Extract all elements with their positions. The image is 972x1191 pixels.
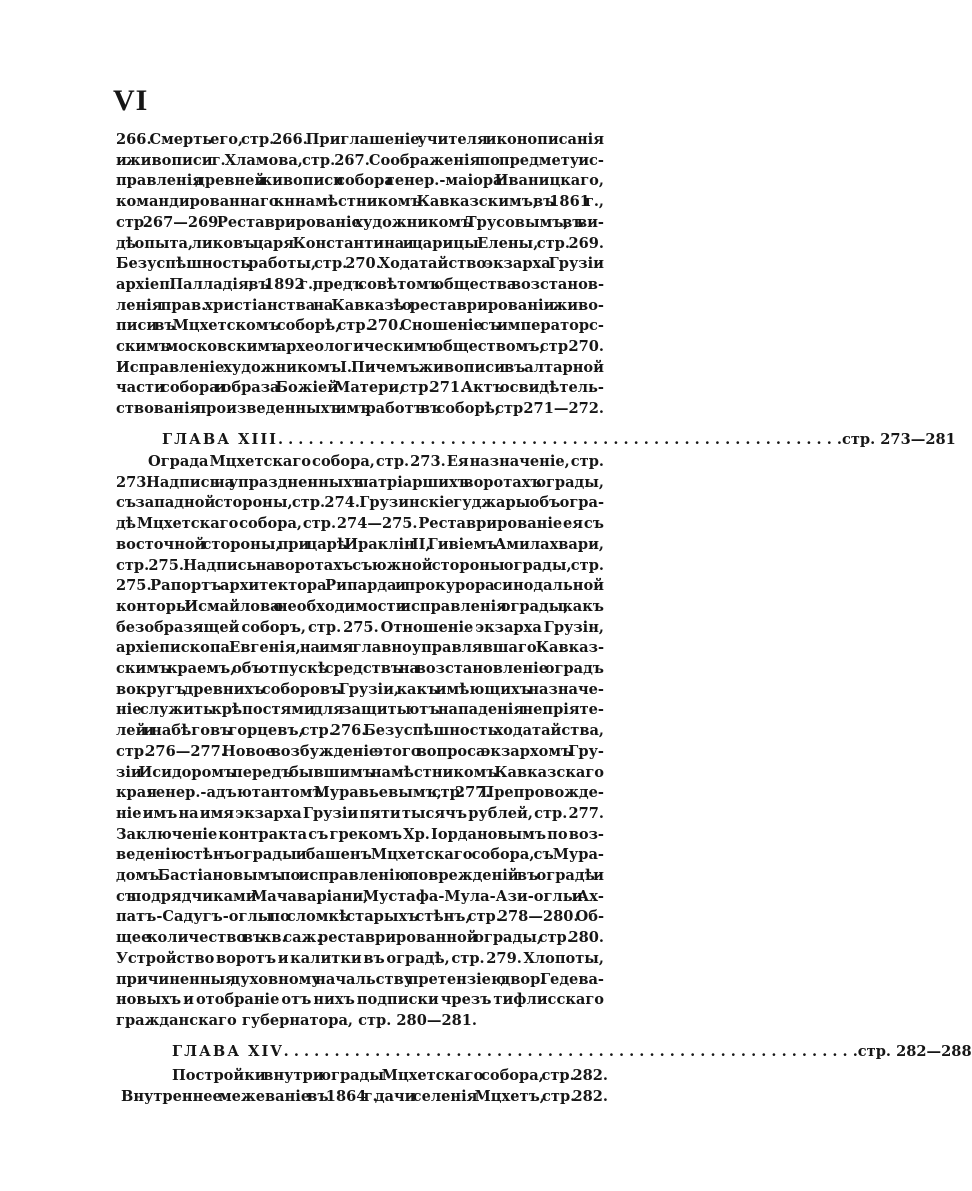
- text-line: гражданскаго губернатора, стр. 280—281.: [116, 1011, 477, 1029]
- text-line: домъ Бастіановымъ по исправленію поврежденій въ оградѣ и: [116, 867, 604, 884]
- text-line: ніе имъ на имя экзарха Грузіи пяти тысячъ рублей, стр. 277.: [116, 804, 604, 822]
- text-line: правленія древней живописи собора генер.-маіора Иваницкаго,: [116, 172, 604, 190]
- leader-dots: . . . . . . . . . . . . . . . . . . . . . . . . . . . . . . . . . . . . . . . . . . . . . . . . . . . . . . . .: [277, 431, 842, 448]
- chapter-heading-14: [172, 1043, 972, 1061]
- page-folio: VI: [113, 84, 149, 117]
- text-line: безобразящей соборъ, стр. 275. Отношеніе экзарха Грузін,: [116, 618, 604, 636]
- text-line: восточной стороны, при царѣ Ираклін II, Гивіемъ Амилахвари,: [116, 535, 604, 553]
- text-line: 275. Рапортъ архитектора Рипарда и прокурора синодальной: [116, 577, 604, 595]
- text-line: причиненныя духовному начальству претензіею двор. Гедева-: [116, 970, 604, 988]
- text-line: части собора и образа Божіей Матери, стр. 271. Актъ освидѣтель-: [116, 379, 604, 397]
- leader-dots: . . . . . . . . . . . . . . . . . . . . . . . . . . . . . . . . . . . . . . . . . . . . . . . . . . . . . . . . .: [283, 1043, 858, 1060]
- text-line: стр. 276—277. Новое возбужденіе этого вопроса экзархомъ Гру-: [116, 742, 604, 760]
- text-line: Устройство воротъ и калитки въ оградѣ, стр. 279. Хлопоты,: [116, 949, 604, 967]
- text-line: дѣ Мцхетскаго собора, стр. 274—275. Реставрированіе ея съ: [116, 515, 604, 533]
- text-line: Безуспѣшность работы, стр. 270. Ходатайство экзарха Грузіи: [116, 255, 604, 273]
- text-line: Заключеніе контракта съ грекомъ Хр. Іордановымъ по воз-: [116, 825, 604, 843]
- text-line: съ подрядчиками Мачаваріани, Мустафа-Мула-Ази-оглы и Ах-: [116, 887, 604, 905]
- text-line: скимъ московскимъ археологическимъ обществомъ, стр. 270.: [116, 338, 604, 355]
- text-line: патъ-Садугъ-оглы по сломкѣ старыхъ стѣнъ, стр. 278—280. Об-: [116, 908, 604, 926]
- chapter-label: ГЛАВА XIII: [162, 431, 278, 448]
- text-line: Постройки внутри ограды Мцхетскаго собора, стр. 282.: [172, 1067, 608, 1084]
- text-line: 266. Смерть его, стр. 266. Приглашеніе учителя иконописанія: [116, 131, 604, 148]
- text-line: съ западной стороны, стр. 274. Грузинскіе гуджары объ огра-: [116, 494, 604, 512]
- chapter-heading-13: [162, 431, 956, 449]
- text-line: стр. 267—269. Реставрированіе художникомъ Трусовымъ, въ ви-: [116, 213, 604, 231]
- text-line: конторы Исмайлова о необходимости исправленія ограды, какъ: [116, 597, 604, 615]
- page-prefix: стр.: [857, 1043, 891, 1060]
- text-line: стр. 275. Надпись на воротахъ съ южной стороны ограды, стр.: [116, 556, 604, 574]
- page-range: 282—288: [896, 1043, 972, 1060]
- text-line: новыхъ и отобраніе отъ нихъ подписки чрезъ тифлисскаго: [116, 991, 604, 1009]
- page-prefix: стр.: [841, 431, 876, 448]
- text-line: архіеп. Палладія, въ 1892 г., предъ совѣтомъ общества возстанов-: [116, 275, 604, 293]
- page-range: 273—281: [880, 431, 956, 448]
- text-line: скимъ краемъ, объ отпускѣ средствъ на возстановленіе оградъ: [116, 660, 604, 677]
- text-line: писи въ Мцхетскомъ соборѣ, стр. 270. Сношеніе съ императорс-: [116, 317, 604, 335]
- text-line: вокругъ древнихъ соборовъ Грузіи, какъ имѣющихъ назначе-: [116, 680, 604, 698]
- text-line: лей и набѣговъ горцевъ, стр. 276. Безуспѣшность ходатайства,: [116, 722, 604, 740]
- text-line: 273. Надпись на упраздненныхъ патріаршихъ воротахъ ограды,: [116, 473, 604, 491]
- text-line: Внутреннее межеваніе въ 1864 г. дачи селенія Мцхетъ, стр. 282.: [121, 1087, 608, 1105]
- text-line: Ограда Мцхетскаго собора, стр. 273. Ея назначеніе, стр.: [148, 453, 604, 470]
- text-line: щее количество въ кв. саж. реставрированной ограды, стр. 280.: [116, 929, 604, 947]
- text-line: зіи Исидоромъ передъ бывшимъ намѣстникомъ Кавказскаго: [116, 763, 604, 781]
- text-line: веденію стѣнъ ограды и башенъ Мцхетскаго собора, съ Мура-: [116, 846, 604, 864]
- chapter-label: ГЛАВА XIV: [172, 1043, 284, 1060]
- text-line: ленія прав. христіанства на Кавказѣ о реставрированіи живо-: [116, 296, 604, 314]
- text-line: архіепископа Евгенія, на имя главноуправлявшаго Кавказ-: [116, 639, 604, 657]
- text-line: Исправленіе художникомъ І. Пичемъ живописи въ алтарной: [116, 358, 604, 376]
- text-line: дѣ опыта, ликовъ царя Константина и царицы Елены, стр. 269.: [116, 234, 604, 252]
- text-line: ніе служить крѣпостями для защиты отъ нападенія непріяте-: [116, 701, 604, 719]
- text-line: края генер.-адъютантомъ Муравьевымъ, стр. 277. Препровожде-: [116, 784, 604, 802]
- text-line: и живописи г. Хламова, стр. 267. Соображенія по предмету ис-: [116, 151, 604, 169]
- text-line: командированнаго кн. намѣстникомъ Кавказскимъ, въ 1861 г.,: [116, 193, 604, 211]
- text-line: ствованія произведенныхъ имъ работъ въ соборѣ, стр. 271—272.: [116, 400, 604, 418]
